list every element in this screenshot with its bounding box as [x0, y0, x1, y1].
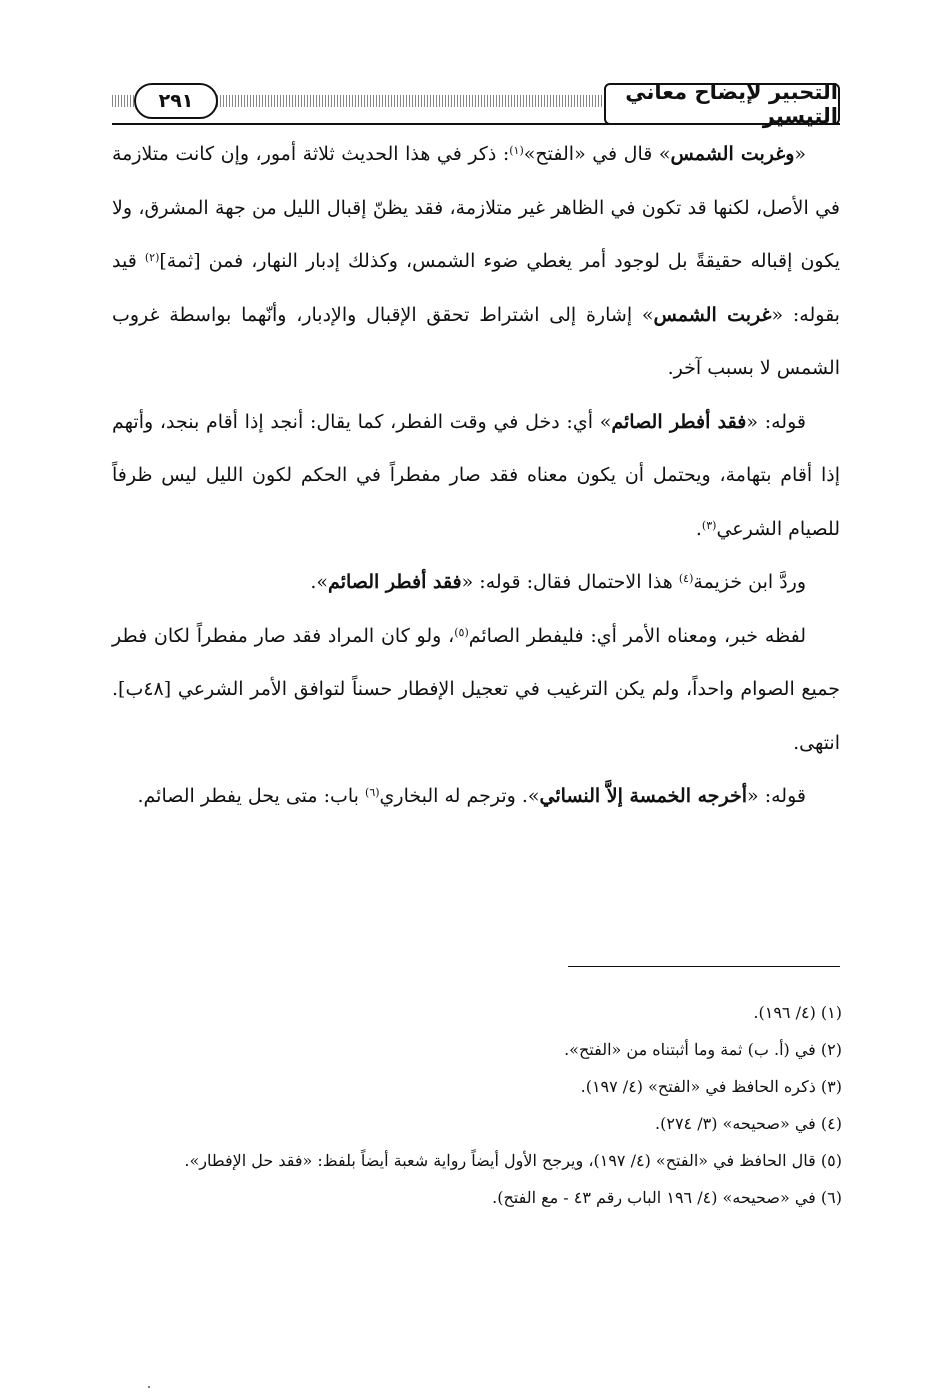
footnote-reference: (١) — [509, 144, 524, 157]
paragraph — [112, 770, 840, 824]
text-run: وردَّ ابن خزيمة — [693, 571, 806, 593]
footnote: (٦) في «صحيحه» (٤/ ١٩٦ الباب رقم ٤٣ - مع الفتح). — [492, 1188, 842, 1207]
text-run: باب: متى يحل يفطر الصائم. — [137, 785, 366, 807]
paragraph — [112, 396, 840, 557]
text-run: قوله: « — [747, 785, 806, 807]
quoted-hadith-phrase: فقد أفطر الصائم — [611, 410, 747, 433]
text-run: « — [794, 143, 806, 165]
text-run: : ذكر في هذا الحديث ثلاثة أمور، وإن كانت متلازمة في الأصل، لكنها قد تكون في الظاهر غير متلازمة، فقد يظنّ إقبال الليل من جهة المشرق، ولا يكون إقباله حقيقةً بل لوجود أمر يغطي ضوء الشمس، وكذلك إدبار النهار، فمن [ثمة] — [112, 143, 840, 272]
text-run: هذا الاحتمال فقال: قوله: « — [461, 571, 679, 593]
footnotes — [132, 994, 842, 1216]
scan-speck — [148, 1386, 150, 1388]
footnote-reference: (٣) — [701, 518, 717, 532]
text-run: قوله: « — [746, 410, 806, 433]
header-rule — [112, 123, 840, 125]
quoted-hadith-phrase: وغربت الشمس — [670, 143, 795, 165]
paragraph — [112, 556, 840, 610]
footnote: (١) (٤/ ١٩٦). — [753, 1003, 842, 1022]
text-run: لفظه خبر، ومعناه الأمر أي: فليفطر الصائم — [468, 624, 806, 647]
footnote-reference: (٦) — [365, 786, 380, 799]
quoted-hadith-phrase: غربت الشمس — [653, 303, 772, 326]
main-text — [112, 128, 840, 824]
running-header — [112, 80, 840, 128]
text-run: ». — [310, 571, 329, 593]
page-number: ٢٩١ — [134, 83, 218, 119]
footnote-reference: (٤) — [678, 572, 694, 585]
footnote: (٢) في (أ. ب) ثمة وما أثبتناه من «الفتح». — [564, 1040, 842, 1059]
paragraph — [112, 128, 840, 396]
text-run: ، ولو كان المراد فقد صار مفطراً لكان فطر جميع الصوام واحداً، ولم يكن الترغيب في تعجيل الإفطار حسناً لتوافق الأمر الشرعي [٤٨ب]. انتهى. — [112, 624, 840, 754]
text-run: ». وترجم له البخاري — [379, 785, 540, 807]
footnote-separator — [568, 966, 840, 967]
book-title: التحبير لإيضاح معاني التيسير — [604, 83, 840, 125]
footnote-reference: (٢) — [144, 251, 160, 264]
footnote: (٥) قال الحافظ في «الفتح» (٤/ ١٩٧)، ويرجح الأول أيضاً رواية شعبة أيضاً بلفظ: «فقد حل الإفطار». — [184, 1151, 842, 1170]
text-run: قيد بقوله: « — [112, 250, 840, 326]
text-run: . — [695, 517, 702, 540]
footnote: (٤) في «صحيحه» (٣/ ٢٧٤). — [655, 1114, 842, 1133]
text-run: » أي: دخل في وقت الفطر، كما يقال: أنجد إذا أقام بنجد، وأتهم إذا أقام بتهامة، ويحتمل أن يكون معناه فقد صار مفطراً في الحكم لكون الليل ليس ظرفاً للصيام الشرعي — [112, 410, 840, 540]
text-run: » قال في «الفتح» — [523, 143, 671, 165]
footnote-reference: (٥) — [454, 625, 469, 639]
footnote: (٣) ذكره الحافظ في «الفتح» (٤/ ١٩٧). — [580, 1077, 842, 1096]
text-run: » إشارة إلى اشتراط تحقق الإقبال والإدبار، وأنّهما بواسطة غروب الشمس لا بسبب آخر. — [112, 303, 840, 379]
quoted-hadith-phrase: فقد أفطر الصائم — [328, 571, 462, 593]
paragraph — [112, 610, 840, 771]
quoted-hadith-phrase: أخرجه الخمسة إلاَّ النسائي — [539, 785, 748, 807]
